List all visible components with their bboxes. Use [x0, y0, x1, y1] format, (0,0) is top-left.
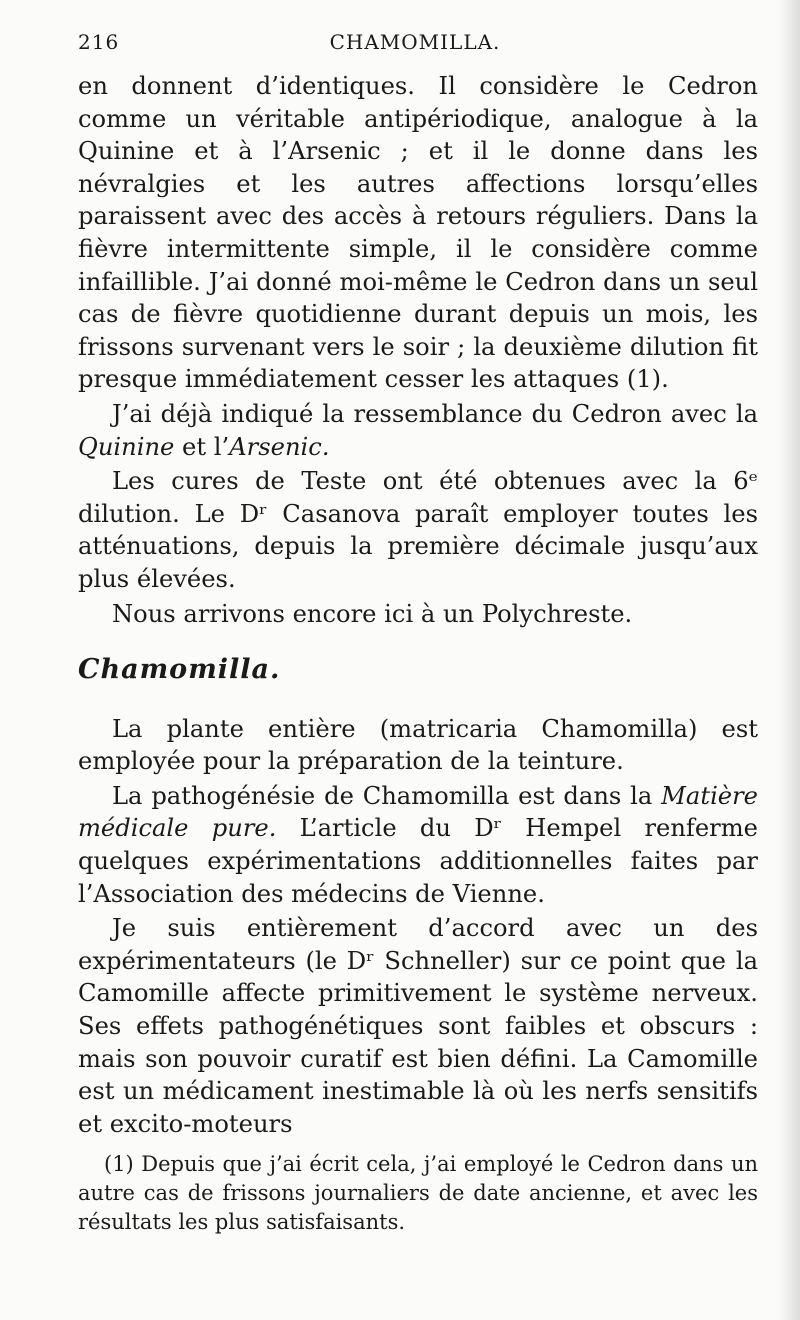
paragraph-plante: La plante entière (matricaria Chamomilla) est employée pour la préparation de la teinture. — [78, 714, 758, 776]
paragraph-accord: Je suis entièrement d’accord avec un des expérimentateurs (le Dʳ Schneller) sur ce point que la Camomille affecte primitivement le système nerveux. Ses effets pathogénétiques sont faibles et obscurs : mais son pouvoir curatif est bien défini. La Camomille est un médicament inestimable là où les nerfs sensitifs et excito-moteurs — [78, 914, 758, 1138]
paragraph-text: L’article du Dʳ Hempel renferme quelques expérimentations additionnelles faites par l’Association des médecins de Vienne. — [78, 814, 758, 908]
footnote-text: (1) Depuis que j’ai écrit cela, j’ai employé le Cedron dans un autre cas de frissons journaliers de date ancienne, et avec les résultats les plus satisfaisants. — [78, 1152, 758, 1234]
main-text — [78, 70, 758, 1140]
running-title: CHAMOMILLA. — [329, 30, 501, 54]
italic-matiere-medicale: Matière médicale pure. — [78, 781, 758, 843]
paragraph-teste-cures: Les cures de Teste ont été obtenues avec la 6ᵉ dilution. Le Dʳ Casanova paraît employer toutes les atténuations, depuis la première décimale jusqu’aux plus élevées. — [78, 467, 758, 593]
page-number: 216 — [78, 30, 120, 54]
paragraph-text: et l’ — [174, 432, 230, 461]
paragraph-text: La pathogénésie de Chamomilla est dans la — [112, 781, 662, 810]
section-heading: Chamomilla. — [78, 654, 281, 686]
paragraph-resemblance — [78, 398, 758, 463]
page-edge-shadow — [778, 0, 800, 1320]
paragraph-pathogenesie — [78, 780, 758, 910]
italic-arsenic: Arsenic. — [229, 432, 330, 461]
italic-quinine: Quinine — [78, 432, 175, 461]
paragraph-polychreste: Nous arrivons encore ici à un Polychreste. — [112, 599, 633, 628]
paragraph-cedron-continuation: en donnent d’identiques. Il considère le Cedron comme un véritable antipériodique, analogue à la Quinine et à l’Arsenic ; et il le donne dans les névralgies et les autres affections lorsqu’elles paraissent avec des accès à retours réguliers. Dans la fièvre intermittente simple, il le considère comme infaillible. J’ai donné moi-même le Cedron dans un seul cas de fièvre quotidienne durant depuis un mois, les frissons survenant vers le soir ; la deuxième dilution fit presque immédiatement cesser les attaques (1). — [78, 72, 758, 394]
footnote — [78, 1150, 758, 1237]
page-header — [78, 30, 752, 60]
paragraph-text: J’ai déjà indiqué la ressemblance du Cedron avec la — [112, 399, 758, 428]
